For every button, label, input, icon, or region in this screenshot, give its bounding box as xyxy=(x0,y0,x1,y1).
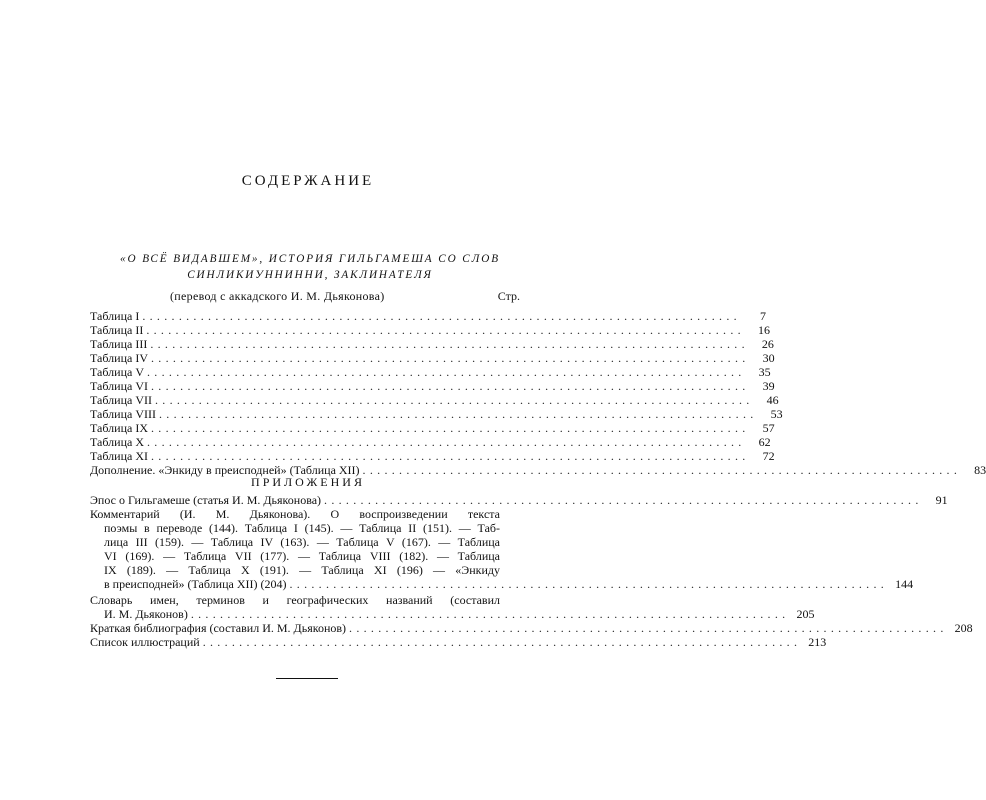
toc-entry[interactable] xyxy=(90,309,766,323)
commentary-line: поэмы в переводе (144). Таблица I (145). — Таблица II (151). — Таб- xyxy=(104,521,500,535)
toc-entry-label: Таблица I xyxy=(90,309,140,323)
page-column-header: Стр. xyxy=(497,289,520,303)
leader-dots: .................................................................................. xyxy=(150,449,750,463)
toc-entry[interactable] xyxy=(90,449,775,463)
toc-entry[interactable] xyxy=(90,365,771,379)
toc-entry-page: 16 xyxy=(757,323,770,337)
commentary-line: лица III (159). — Таблица IV (163). — Таблица V (167). — Таблица xyxy=(104,535,500,549)
toc-entry-label: Таблица IX xyxy=(90,421,148,435)
toc-entry-label: Список иллюстраций xyxy=(90,635,200,649)
toc-entry-label: Дополнение. «Энкиду в преисподней» (Таблица XII) xyxy=(90,463,360,477)
dictionary-line[interactable]: Словарь имен, терминов и географических названий (составил xyxy=(90,593,500,607)
toc-entry-label: Эпос о Гильгамеше (статья И. М. Дьяконова) xyxy=(90,493,322,507)
toc-entry-page: 208 xyxy=(954,621,973,635)
commentary-line: VI (169). — Таблица VII (177). — Таблица VIII (182). — Таблица xyxy=(104,549,500,563)
toc-entry[interactable] xyxy=(90,393,779,407)
toc-entry-page: 144 xyxy=(895,577,914,591)
toc-entry-label: Краткая библиография (составил И. М. Дьяконов) xyxy=(90,621,347,635)
toc-entry[interactable] xyxy=(90,337,774,351)
toc-entry-page: 83 xyxy=(974,463,986,477)
toc-entry-label: Таблица VII xyxy=(90,393,152,407)
leader-dots: .................................................................................. xyxy=(142,309,741,323)
toc-entry-label: Таблица VI xyxy=(90,379,148,393)
leader-dots: .................................................................................. xyxy=(289,577,889,591)
toc-entry[interactable] xyxy=(90,407,783,421)
leader-dots: .................................................................................. xyxy=(154,393,754,407)
leader-dots: .................................................................................. xyxy=(324,493,923,507)
toc-entry-label: Таблица II xyxy=(90,323,144,337)
toc-entry-page: 72 xyxy=(762,449,775,463)
leader-dots: .................................................................................. xyxy=(150,351,750,365)
toc-entry-label: Таблица IV xyxy=(90,351,148,365)
toc-entry[interactable] xyxy=(90,435,771,449)
toc-entry-page: 46 xyxy=(766,393,779,407)
toc-entry-page: 57 xyxy=(762,421,775,435)
subtitle-line-2: СИНЛИКИУННИННИ, ЗАКЛИНАТЕЛЯ xyxy=(187,269,433,281)
leader-dots: .................................................................................. xyxy=(150,421,750,435)
toc-entry-page: 26 xyxy=(761,337,774,351)
toc-entry[interactable] xyxy=(90,323,770,337)
leader-dots: .................................................................................. xyxy=(190,607,790,621)
leader-dots: .................................................................................. xyxy=(202,635,802,649)
leader-dots: .................................................................................. xyxy=(150,379,750,393)
leader-dots: .................................................................................. xyxy=(158,407,758,421)
toc-entry-page: 205 xyxy=(796,607,815,621)
toc-entry[interactable] xyxy=(104,607,815,621)
toc-entry[interactable] xyxy=(90,493,948,507)
toc-entry-label: в преисподней» (Таблица XII) (204) xyxy=(104,577,287,591)
toc-entry-page: 213 xyxy=(808,635,827,649)
toc-entry-label: Таблица XI xyxy=(90,449,148,463)
translation-row xyxy=(90,289,520,303)
toc-entry-label: Таблица X xyxy=(90,435,144,449)
toc-entry[interactable] xyxy=(90,421,775,435)
toc-entry-label: Таблица V xyxy=(90,365,144,379)
leader-dots: .................................................................................. xyxy=(362,463,962,477)
toc-entry-page: 7 xyxy=(759,309,766,323)
leader-dots: .................................................................................. xyxy=(146,323,745,337)
translation-note: (перевод с аккадского И. М. Дьяконова) xyxy=(170,289,385,303)
toc-entry-page: 35 xyxy=(758,365,771,379)
toc-entry-label: Таблица VIII xyxy=(90,407,156,421)
leader-dots: .................................................................................. xyxy=(147,435,746,449)
subtitle-line-1: «О ВСЁ ВИДАВШЕМ», ИСТОРИЯ ГИЛЬГАМЕША СО СЛОВ xyxy=(120,253,500,265)
commentary-line[interactable]: Комментарий (И. М. Дьяконова). О воспроизведении текста xyxy=(90,507,500,521)
commentary-line: IX (189). — Таблица X (191). — Таблица XI (196) — «Энкиду xyxy=(104,563,500,577)
toc-entry-page: 53 xyxy=(770,407,783,421)
toc-entry[interactable] xyxy=(90,351,775,365)
toc-entry[interactable] xyxy=(104,577,914,591)
toc-entry[interactable] xyxy=(90,379,775,393)
toc-entry-page: 91 xyxy=(935,493,948,507)
leader-dots: .................................................................................. xyxy=(150,337,749,351)
page-title: СОДЕРЖАНИЕ xyxy=(241,173,375,189)
appendix-heading: ПРИЛОЖЕНИЯ xyxy=(251,475,365,489)
toc-entry-page: 30 xyxy=(762,351,775,365)
toc-entry-label: И. М. Дьяконов) xyxy=(104,607,188,621)
leader-dots: .................................................................................. xyxy=(349,621,948,635)
toc-entry-label: Таблица III xyxy=(90,337,148,351)
toc-entry[interactable] xyxy=(90,621,973,635)
closing-rule xyxy=(276,678,338,679)
toc-entry[interactable] xyxy=(90,635,827,649)
leader-dots: .................................................................................. xyxy=(147,365,746,379)
toc-entry-page: 62 xyxy=(758,435,771,449)
toc-entry-page: 39 xyxy=(762,379,775,393)
